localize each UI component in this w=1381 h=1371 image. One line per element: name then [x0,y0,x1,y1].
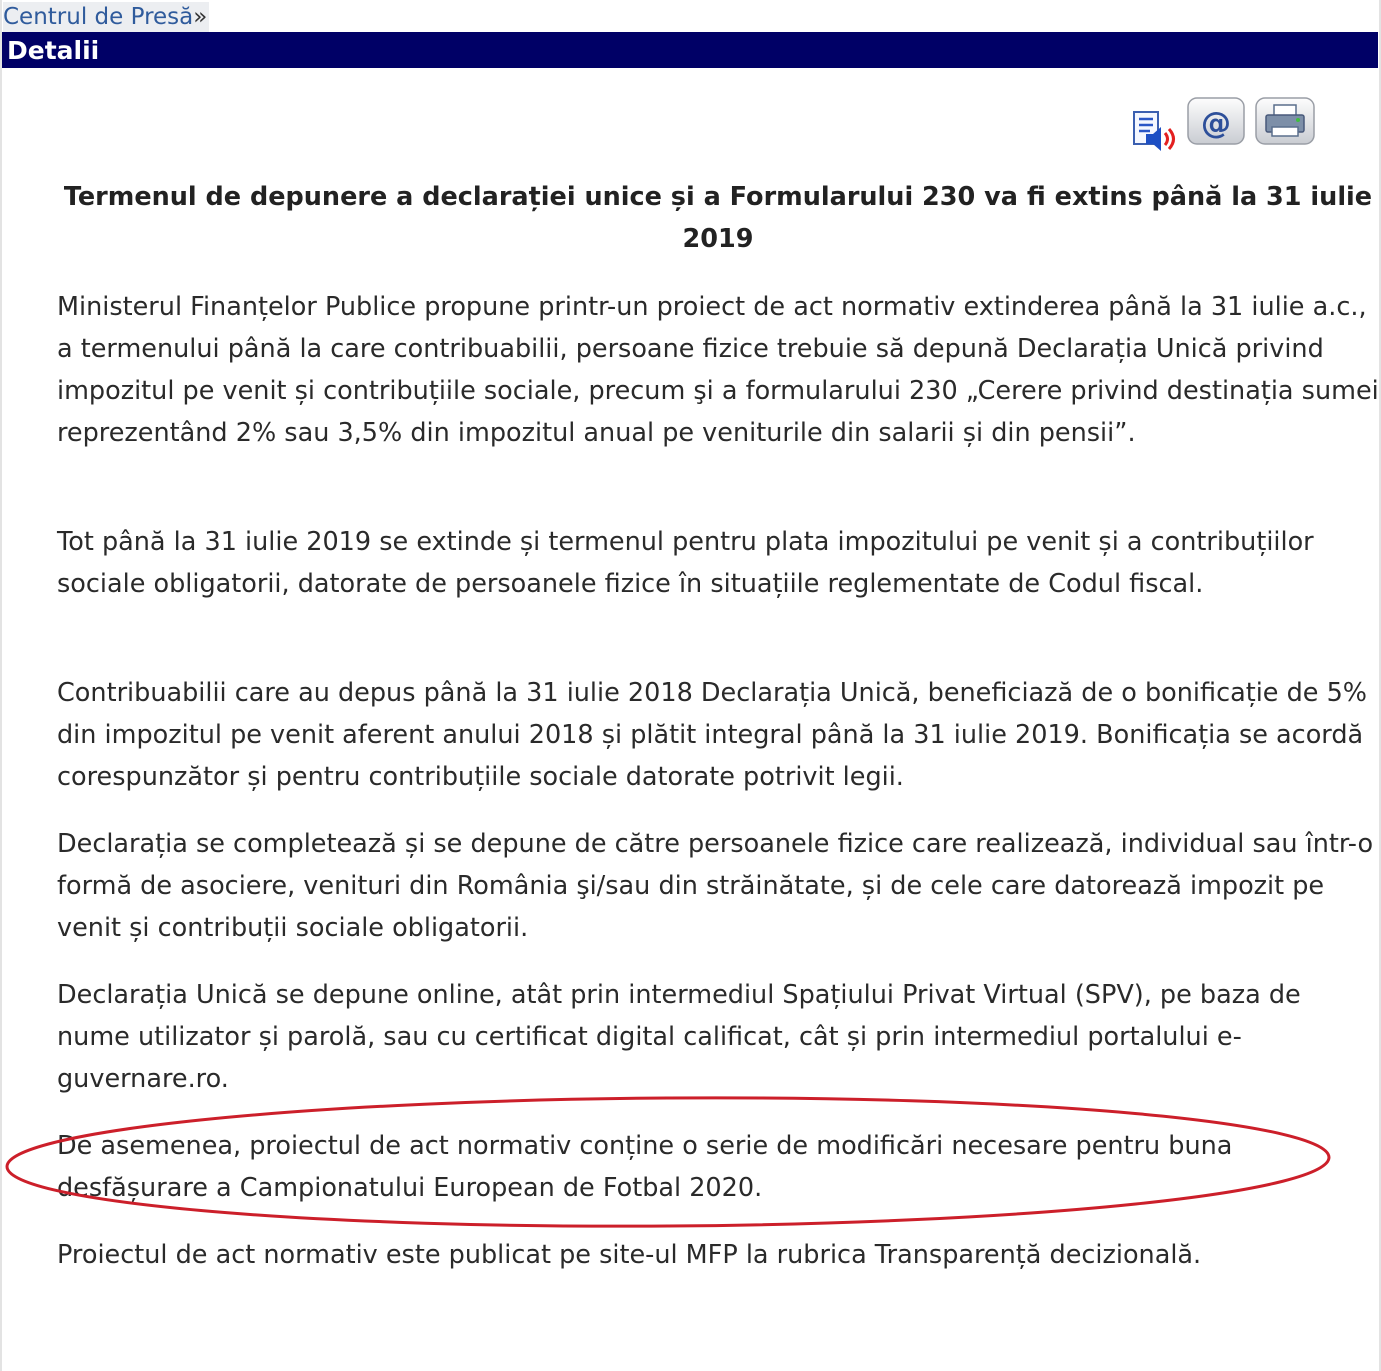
article-paragraph-1: Ministerul Finanțelor Publice propune printr-un proiect de act normativ extinderea până la 31 iulie a.c., a termenului până la care contribuabilii, persoane fizice trebuie să depună Declarația Unică privind impozitul pe venit și contribuțiile sociale, precum şi a formularului 230 „Cerere privind destinația sumei reprezentând 2% sau 3,5% din impozitul anual pe veniturile din salarii și din pensii”. [57,292,1379,448]
article-paragraph-4: Declarația se completează și se depune de către persoanele fizice care realizează, individual sau într-o formă de asociere, venituri din România şi/sau din străinătate, și de cele care datorează impozit pe venit și contribuții sociale obligatorii. [57,829,1374,943]
article-paragraph-6: De asemenea, proiectul de act normativ conține o serie de modificări necesare pentru buna desfășurare a Campionatului European de Fotbal 2020. [57,1131,1233,1203]
section-header-bar [2,32,1378,68]
email-icon[interactable] [1186,96,1246,148]
article-paragraph-2: Tot până la 31 iulie 2019 se extinde și termenul pentru plata impozitului pe venit și a contribuțiilor sociale obligatorii, datorate de persoanele fizice în situațiile reglementate de Codul fiscal. [57,527,1314,599]
article-toolbar [1130,94,1320,156]
section-header-title: Detalii [7,36,100,65]
article-title: Termenul de depunere a declarației unice și a Formularului 230 va fi extins până la 31 iulie 2019 [63,182,1373,254]
article-paragraph-3: Contribuabilii care au depus până la 31 iulie 2018 Declarația Unică, beneficiază de o bonificație de 5% din impozitul pe venit aferent anului 2018 și plătit integral până la 31 iulie 2019. Bonificația se acordă corespunzător și pentru contribuțiile sociale datorate potrivit legii. [57,678,1368,792]
print-icon[interactable] [1254,96,1316,148]
svg-text:@: @ [1201,106,1231,141]
breadcrumb-separator: » [193,4,208,30]
breadcrumb-link-press-center[interactable]: Centrul de Presă [3,4,194,30]
audio-reader-icon[interactable] [1130,108,1180,154]
breadcrumb [3,2,209,32]
article-paragraph-7: Proiectul de act normativ este publicat pe site-ul MFP la rubrica Transparență decizională. [57,1240,1202,1270]
article-paragraph-5: Declarația Unică se depune online, atât prin intermediul Spațiului Privat Virtual (SPV), pe baza de nume utilizator și parolă, sau cu certificat digital calificat, cât și prin intermediul portalului e-guvernare.ro. [57,980,1301,1094]
